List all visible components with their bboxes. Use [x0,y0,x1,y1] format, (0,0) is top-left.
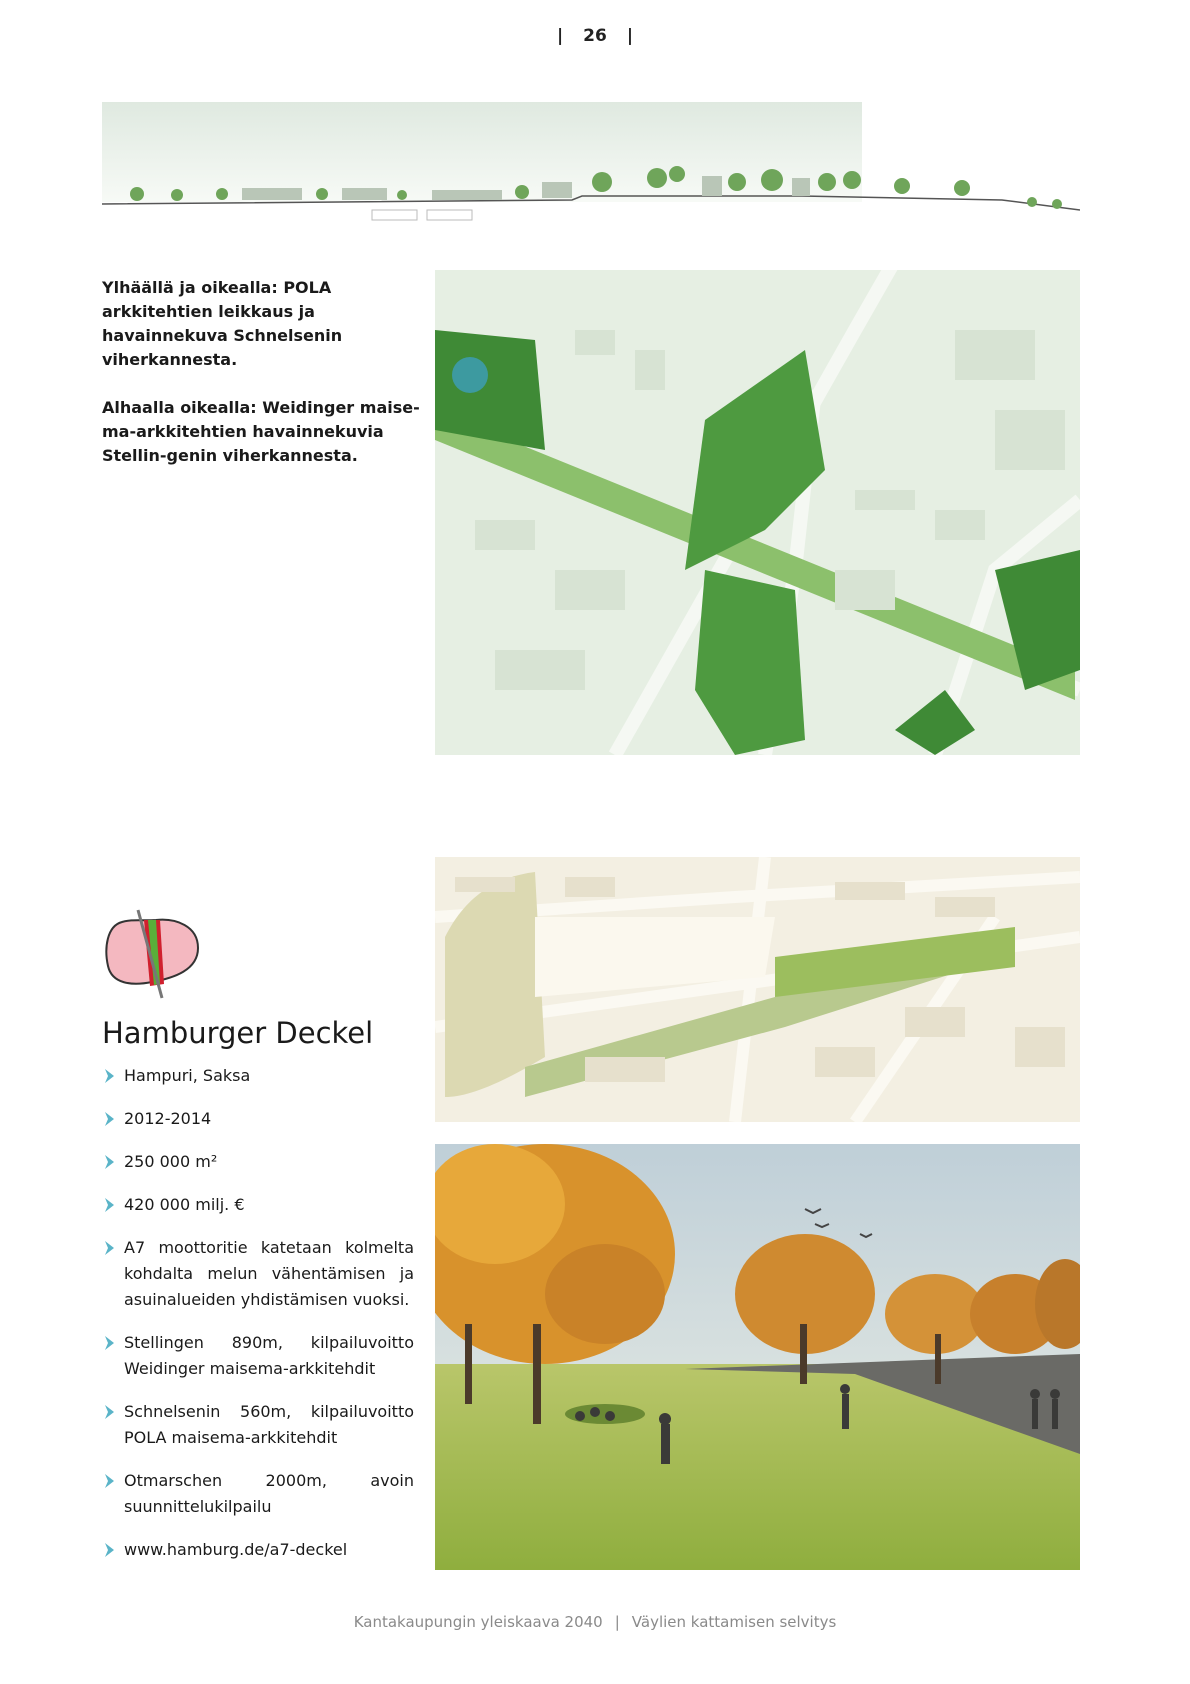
caption-paragraph-bottom: Alhaalla oikealla: Weidinger maise-ma-arkkitehtien havainnekuvia Stellin-genin viherkannesta. [102,398,420,465]
fact-text: A7 moottoritie katetaan kolmelta kohdalta melun vähentämisen ja asuinalueiden yhdistämisen vuoksi. [124,1238,414,1309]
image-caption [102,276,422,492]
green-deck-icon [102,908,204,1000]
chevron-right-icon [104,1405,115,1419]
page-footer [0,1613,1190,1631]
site-plan-image-schnelsen [435,270,1080,755]
page-number: | 26 | [556,26,634,46]
fact-text: Stellingen 890m, kilpailuvoitto Weidinger maisema-arkkitehdit [124,1333,414,1378]
project-facts-list [104,1063,414,1580]
chevron-right-icon [104,1543,115,1557]
fact-area [104,1149,414,1175]
fact-stellingen [104,1330,414,1382]
fact-otmarschen [104,1468,414,1520]
fact-text: 420 000 milj. € [124,1195,245,1214]
site-plan-image-stellingen [435,857,1080,1122]
chevron-right-icon [104,1336,115,1350]
chevron-right-icon [104,1069,115,1083]
website-link[interactable]: www.hamburg.de/a7-deckel [124,1540,348,1559]
project-title: Hamburger Deckel [102,1016,374,1050]
fact-location [104,1063,414,1089]
fact-text: Schnelsenin 560m, kilpailuvoitto POLA maisema-arkkitehdit [124,1402,414,1447]
chevron-right-icon [104,1155,115,1169]
fact-description [104,1235,414,1313]
section-drawing-image [102,102,1080,230]
chevron-right-icon [104,1198,115,1212]
page-number-value: 26 [583,26,607,46]
chevron-right-icon [104,1112,115,1126]
footer-report-title: Väylien kattamisen selvitys [631,1613,837,1631]
fact-schnelsen [104,1399,414,1451]
fact-text: Hampuri, Saksa [124,1066,251,1085]
park-illustration-image [435,1144,1080,1570]
footer-separator: | [614,1613,620,1631]
fact-cost [104,1192,414,1218]
fact-text: 250 000 m² [124,1152,218,1171]
fact-years [104,1106,414,1132]
fact-website [104,1537,414,1563]
footer-document-title: Kantakaupungin yleiskaava 2040 [353,1613,603,1631]
caption-paragraph-top: Ylhäällä ja oikealla: POLA arkkitehtien leikkaus ja havainnekuva Schnelsenin viherkannesta. [102,278,343,369]
fact-text: Otmarschen 2000m, avoin suunnittelukilpailu [124,1471,414,1516]
fact-text: 2012-2014 [124,1109,212,1128]
chevron-right-icon [104,1474,115,1488]
chevron-right-icon [104,1241,115,1255]
